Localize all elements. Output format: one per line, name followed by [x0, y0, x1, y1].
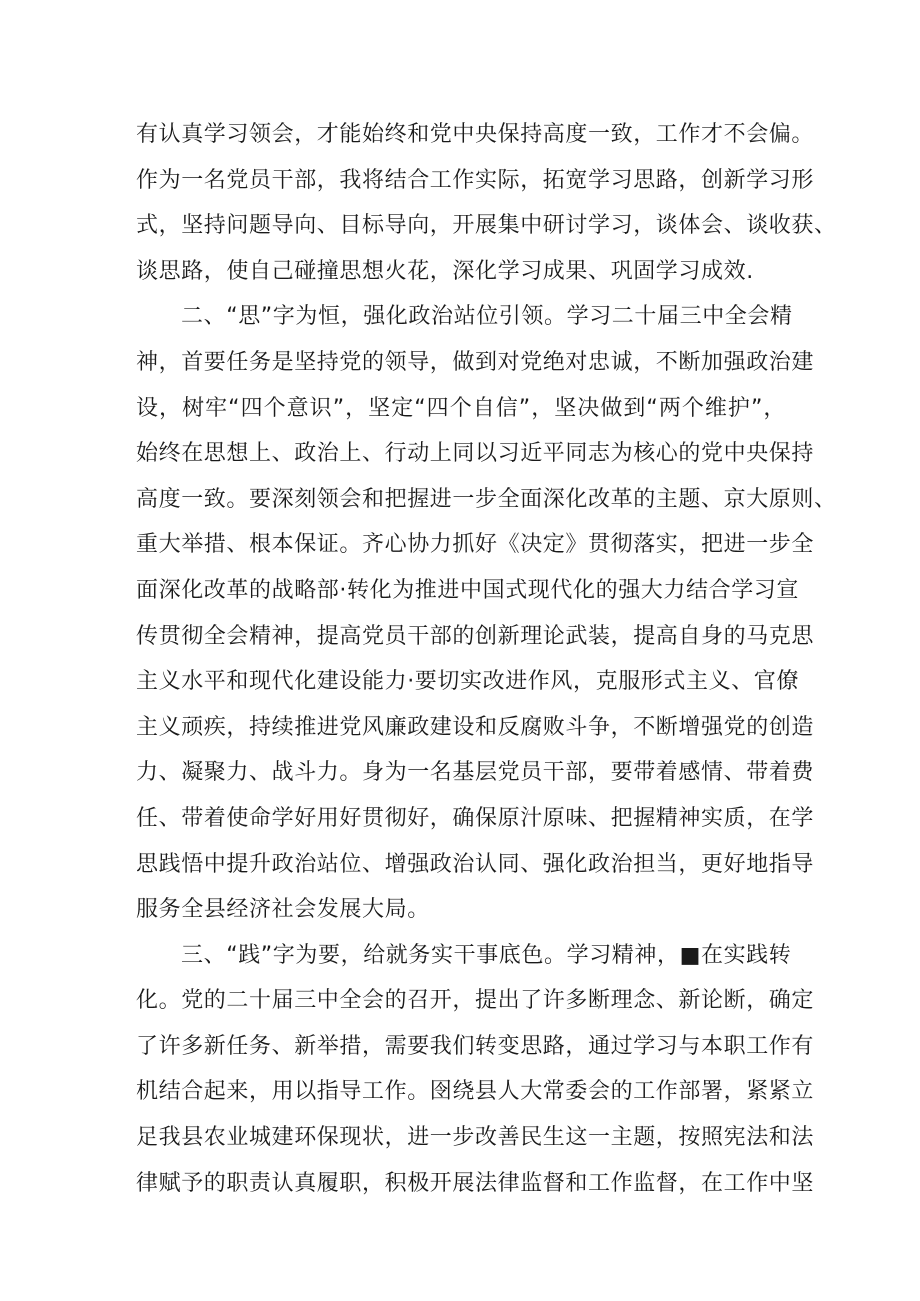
text-line: 机结合起来，用以指导工作。囹绕县人大常委会的工作部署，紧紧立	[136, 1079, 815, 1105]
paragraph-3	[136, 933, 815, 1207]
text-line: 主义水平和现代化建设能力·要切实改进作风，克服形式主义、官僚	[136, 669, 799, 695]
text-line: 二、“思”字为恒，强化政治站位引领。学习二十届三中全会精	[181, 304, 793, 330]
text-line: 式，坚持问题导向、目标导向，开展集中研讨学习，谈体会、谈收获、	[136, 213, 837, 239]
text-line: 力、凝聚力、战斗力。身为一名基层党员干部，要带着感情、带着费	[136, 760, 815, 786]
text-line: 律赋予的职责认真履职，积极开展法律监督和工作监督，在工作中坚	[136, 1170, 815, 1196]
text-line: 传贯彻全会精神，提高党员干部的创新理论武装，提高自身的马克思	[136, 623, 815, 649]
paragraph-1	[136, 112, 837, 294]
text-line: 神，首要任务是坚持党的领导，做到对党绝对忠诚，不断加强政治建	[136, 349, 815, 375]
document-page	[136, 112, 837, 1206]
text-line: 始终在思想上、政治上、行动上同以习近平同志为核心的党中央保持	[136, 441, 815, 467]
text-line: 有认真学习领会，才能始终和党中央保持高度一致，工作才不会偏。	[136, 122, 815, 147]
text-line: 化。党的二十届三中全会的召开，提出了许多断理念、新论断，确定	[136, 988, 815, 1014]
text-line: 了许多新任务、新举措，需要我们转变思路，通过学习与本职工作有	[136, 1033, 815, 1059]
text-line: 高度一致。要深刻领会和把握进一步全面深化改革的主题、京大原则、	[136, 486, 837, 512]
text-line: 主义顽疾，持续推进党风廉政建设和反腐败斗争，不断增强党的创造	[136, 714, 815, 740]
text-line: 作为一名党员干部，我将结合工作实际，拓宽学习思路，创新学习形	[136, 167, 815, 193]
text-line: 任、带着使命学好用好贯彻好，确保原汁原味、把握精神实质，在学	[136, 805, 815, 831]
text-line: 面深化改革的战略部·转化为推进中国式现代化的强大力结合学习宣	[136, 577, 799, 603]
text-line: 谈思路，使自己碰撞思想火花，深化学习成果、巩固学习成效.	[136, 258, 754, 284]
paragraph-2	[136, 294, 837, 932]
text-line: 思践悟中提升政治站位、增强政治认同、强化政治担当，更好地指导	[136, 851, 815, 877]
text-line: 足我县农业城建环保现状，进一步改善民生这一主题，按照宪法和法	[136, 1125, 815, 1151]
text-line: 服务全县经济社会发展大局。	[136, 897, 430, 923]
text-line: 设，树牢“四个意识”，坚定“四个自信”，坚决做到“两个维护”，	[136, 395, 786, 421]
text-line: 重大举措、根本保证。齐心协力抓好《决定》贯彻落实，把进一步全	[136, 532, 815, 558]
text-line: 三、“践”字为要，给就务实干事底色。学习精神，■在实践转	[181, 942, 792, 968]
